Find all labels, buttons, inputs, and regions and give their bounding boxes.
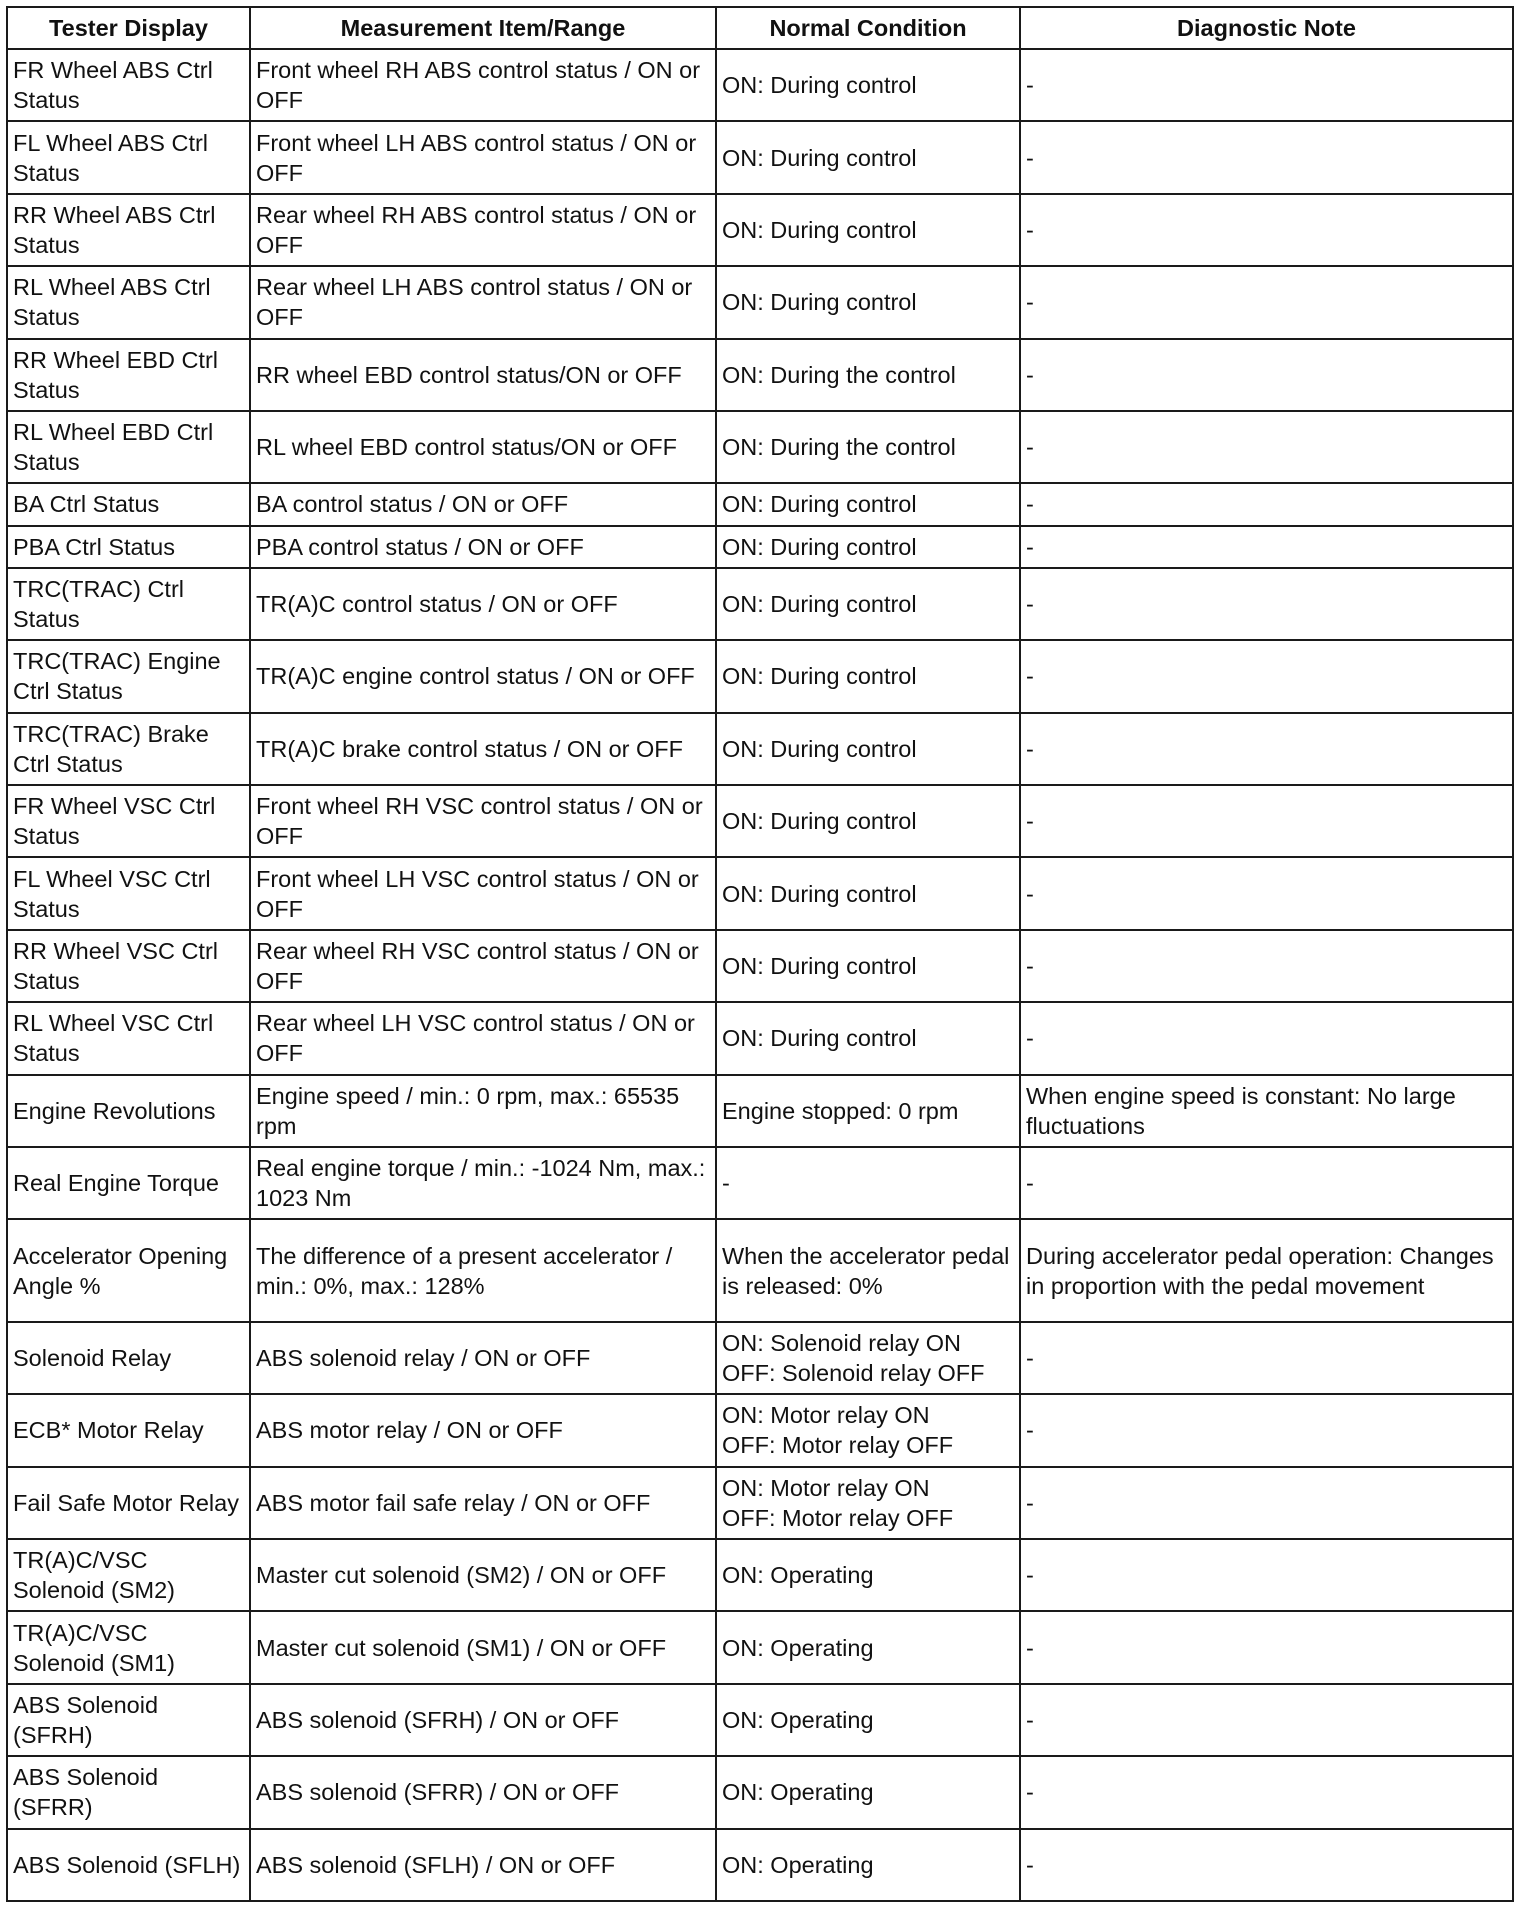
cell-measurement-item: RL wheel EBD control status/ON or OFF <box>250 411 716 483</box>
cell-measurement-item: TR(A)C brake control status / ON or OFF <box>250 713 716 785</box>
header-tester-display: Tester Display <box>7 7 250 49</box>
table-row <box>7 1147 1513 1219</box>
cell-tester-display: PBA Ctrl Status <box>7 526 250 568</box>
cell-diagnostic-note: - <box>1020 49 1513 121</box>
cell-normal-condition: When the accelerator pedal is released: 0% <box>716 1219 1020 1322</box>
cell-normal-condition <box>716 1467 1020 1539</box>
table-row <box>7 568 1513 640</box>
cell-diagnostic-note: - <box>1020 194 1513 266</box>
table-header-row <box>7 7 1513 49</box>
data-list-sheet <box>6 6 1512 1902</box>
cell-tester-display: ABS Solenoid (SFLH) <box>7 1829 250 1901</box>
cell-normal-condition: ON: During control <box>716 194 1020 266</box>
table-row <box>7 1002 1513 1074</box>
cell-diagnostic-note: - <box>1020 1322 1513 1394</box>
cell-tester-display: TRC(TRAC) Engine Ctrl Status <box>7 640 250 712</box>
cell-diagnostic-note: - <box>1020 640 1513 712</box>
cell-normal-condition: ON: During control <box>716 930 1020 1002</box>
cell-line: OFF: Solenoid relay OFF <box>722 1360 985 1387</box>
cell-normal-condition: ON: Operating <box>716 1829 1020 1901</box>
cell-normal-condition: ON: During control <box>716 266 1020 338</box>
table-row <box>7 1322 1513 1394</box>
cell-tester-display: RL Wheel ABS Ctrl Status <box>7 266 250 338</box>
cell-diagnostic-note: - <box>1020 785 1513 857</box>
header-measurement-item: Measurement Item/Range <box>250 7 716 49</box>
cell-tester-display: RR Wheel EBD Ctrl Status <box>7 339 250 411</box>
cell-normal-condition: ON: During control <box>716 483 1020 525</box>
cell-measurement-item: Front wheel LH ABS control status / ON or OFF <box>250 121 716 193</box>
cell-line: ON: Solenoid relay ON <box>722 1330 962 1357</box>
cell-diagnostic-note: - <box>1020 1539 1513 1611</box>
cell-tester-display: TR(A)C/VSC Solenoid (SM1) <box>7 1611 250 1683</box>
cell-diagnostic-note: - <box>1020 857 1513 929</box>
cell-measurement-item: Master cut solenoid (SM2) / ON or OFF <box>250 1539 716 1611</box>
cell-normal-condition: ON: Operating <box>716 1684 1020 1756</box>
cell-measurement-item: ABS solenoid (SFLH) / ON or OFF <box>250 1829 716 1901</box>
cell-measurement-item: The difference of a present accelerator / min.: 0%, max.: 128% <box>250 1219 716 1322</box>
cell-normal-condition: ON: During control <box>716 121 1020 193</box>
cell-diagnostic-note: - <box>1020 713 1513 785</box>
cell-measurement-item: Rear wheel LH VSC control status / ON or OFF <box>250 1002 716 1074</box>
cell-normal-condition: ON: During control <box>716 713 1020 785</box>
cell-tester-display: Real Engine Torque <box>7 1147 250 1219</box>
cell-diagnostic-note: - <box>1020 1684 1513 1756</box>
cell-diagnostic-note: - <box>1020 339 1513 411</box>
cell-normal-condition: ON: During control <box>716 49 1020 121</box>
cell-measurement-item: ABS motor fail safe relay / ON or OFF <box>250 1467 716 1539</box>
cell-measurement-item: TR(A)C control status / ON or OFF <box>250 568 716 640</box>
cell-normal-condition: ON: During control <box>716 640 1020 712</box>
cell-tester-display: FR Wheel ABS Ctrl Status <box>7 49 250 121</box>
cell-measurement-item: PBA control status / ON or OFF <box>250 526 716 568</box>
cell-normal-condition: ON: During the control <box>716 339 1020 411</box>
cell-normal-condition <box>716 1322 1020 1394</box>
table-body <box>7 49 1513 1901</box>
cell-measurement-item: TR(A)C engine control status / ON or OFF <box>250 640 716 712</box>
cell-diagnostic-note: During accelerator pedal operation: Changes in proportion with the pedal movement <box>1020 1219 1513 1322</box>
cell-diagnostic-note: - <box>1020 568 1513 640</box>
cell-line: ON: Motor relay ON <box>722 1402 930 1429</box>
table-row <box>7 1394 1513 1466</box>
cell-measurement-item: Rear wheel RH VSC control status / ON or OFF <box>250 930 716 1002</box>
table-row <box>7 1075 1513 1147</box>
cell-tester-display: ABS Solenoid (SFRR) <box>7 1756 250 1828</box>
cell-normal-condition: ON: During control <box>716 568 1020 640</box>
table-row <box>7 857 1513 929</box>
header-diagnostic-note: Diagnostic Note <box>1020 7 1513 49</box>
cell-tester-display: ECB* Motor Relay <box>7 1394 250 1466</box>
cell-diagnostic-note: - <box>1020 1756 1513 1828</box>
cell-tester-display: Fail Safe Motor Relay <box>7 1467 250 1539</box>
cell-normal-condition: ON: Operating <box>716 1611 1020 1683</box>
cell-measurement-item: Rear wheel LH ABS control status / ON or OFF <box>250 266 716 338</box>
cell-normal-condition: ON: During control <box>716 1002 1020 1074</box>
cell-tester-display: Solenoid Relay <box>7 1322 250 1394</box>
cell-tester-display: TR(A)C/VSC Solenoid (SM2) <box>7 1539 250 1611</box>
table-row <box>7 930 1513 1002</box>
table-row <box>7 1219 1513 1322</box>
cell-measurement-item: Front wheel RH ABS control status / ON or OFF <box>250 49 716 121</box>
cell-diagnostic-note: - <box>1020 121 1513 193</box>
table-row <box>7 194 1513 266</box>
cell-diagnostic-note: - <box>1020 266 1513 338</box>
table-row <box>7 640 1513 712</box>
table-row <box>7 266 1513 338</box>
cell-measurement-item: Master cut solenoid (SM1) / ON or OFF <box>250 1611 716 1683</box>
table-row <box>7 785 1513 857</box>
table-row <box>7 411 1513 483</box>
header-normal-condition: Normal Condition <box>716 7 1020 49</box>
cell-measurement-item: ABS solenoid (SFRH) / ON or OFF <box>250 1684 716 1756</box>
cell-tester-display: BA Ctrl Status <box>7 483 250 525</box>
cell-measurement-item: ABS solenoid (SFRR) / ON or OFF <box>250 1756 716 1828</box>
cell-normal-condition: ON: During control <box>716 857 1020 929</box>
table-row <box>7 1829 1513 1901</box>
cell-tester-display: FL Wheel VSC Ctrl Status <box>7 857 250 929</box>
cell-normal-condition <box>716 1394 1020 1466</box>
cell-diagnostic-note: - <box>1020 526 1513 568</box>
cell-diagnostic-note: - <box>1020 1394 1513 1466</box>
table-row <box>7 49 1513 121</box>
cell-diagnostic-note: - <box>1020 1611 1513 1683</box>
cell-diagnostic-note: - <box>1020 1147 1513 1219</box>
cell-tester-display: RL Wheel EBD Ctrl Status <box>7 411 250 483</box>
cell-tester-display: RR Wheel ABS Ctrl Status <box>7 194 250 266</box>
cell-diagnostic-note: - <box>1020 1002 1513 1074</box>
cell-diagnostic-note: - <box>1020 483 1513 525</box>
cell-normal-condition: ON: Operating <box>716 1756 1020 1828</box>
cell-measurement-item: Rear wheel RH ABS control status / ON or OFF <box>250 194 716 266</box>
cell-measurement-item: ABS solenoid relay / ON or OFF <box>250 1322 716 1394</box>
cell-diagnostic-note: - <box>1020 411 1513 483</box>
cell-normal-condition: ON: During the control <box>716 411 1020 483</box>
cell-measurement-item: Front wheel LH VSC control status / ON or OFF <box>250 857 716 929</box>
cell-diagnostic-note: - <box>1020 1829 1513 1901</box>
cell-line: OFF: Motor relay OFF <box>722 1504 954 1531</box>
cell-diagnostic-note: - <box>1020 1467 1513 1539</box>
cell-tester-display: RR Wheel VSC Ctrl Status <box>7 930 250 1002</box>
cell-measurement-item: ABS motor relay / ON or OFF <box>250 1394 716 1466</box>
cell-line: OFF: Motor relay OFF <box>722 1432 954 1459</box>
cell-normal-condition: ON: During control <box>716 785 1020 857</box>
cell-tester-display: RL Wheel VSC Ctrl Status <box>7 1002 250 1074</box>
tester-data-table <box>6 6 1514 1902</box>
cell-normal-condition: Engine stopped: 0 rpm <box>716 1075 1020 1147</box>
cell-tester-display: FL Wheel ABS Ctrl Status <box>7 121 250 193</box>
cell-tester-display: Accelerator Opening Angle % <box>7 1219 250 1322</box>
cell-tester-display: Engine Revolutions <box>7 1075 250 1147</box>
cell-line: ON: Motor relay ON <box>722 1474 930 1501</box>
table-row <box>7 1467 1513 1539</box>
cell-tester-display: ABS Solenoid (SFRH) <box>7 1684 250 1756</box>
table-row <box>7 1756 1513 1828</box>
cell-measurement-item: Engine speed / min.: 0 rpm, max.: 65535 rpm <box>250 1075 716 1147</box>
table-row <box>7 526 1513 568</box>
table-row <box>7 713 1513 785</box>
table-row <box>7 339 1513 411</box>
table-row <box>7 1539 1513 1611</box>
cell-tester-display: TRC(TRAC) Ctrl Status <box>7 568 250 640</box>
cell-measurement-item: Real engine torque / min.: -1024 Nm, max.: 1023 Nm <box>250 1147 716 1219</box>
cell-tester-display: FR Wheel VSC Ctrl Status <box>7 785 250 857</box>
cell-diagnostic-note: When engine speed is constant: No large fluctuations <box>1020 1075 1513 1147</box>
cell-tester-display: TRC(TRAC) Brake Ctrl Status <box>7 713 250 785</box>
cell-measurement-item: BA control status / ON or OFF <box>250 483 716 525</box>
cell-normal-condition: ON: Operating <box>716 1539 1020 1611</box>
cell-measurement-item: Front wheel RH VSC control status / ON or OFF <box>250 785 716 857</box>
cell-normal-condition: - <box>716 1147 1020 1219</box>
table-row <box>7 1684 1513 1756</box>
cell-diagnostic-note: - <box>1020 930 1513 1002</box>
table-row <box>7 1611 1513 1683</box>
table-row <box>7 121 1513 193</box>
cell-normal-condition: ON: During control <box>716 526 1020 568</box>
cell-measurement-item: RR wheel EBD control status/ON or OFF <box>250 339 716 411</box>
table-row <box>7 483 1513 525</box>
